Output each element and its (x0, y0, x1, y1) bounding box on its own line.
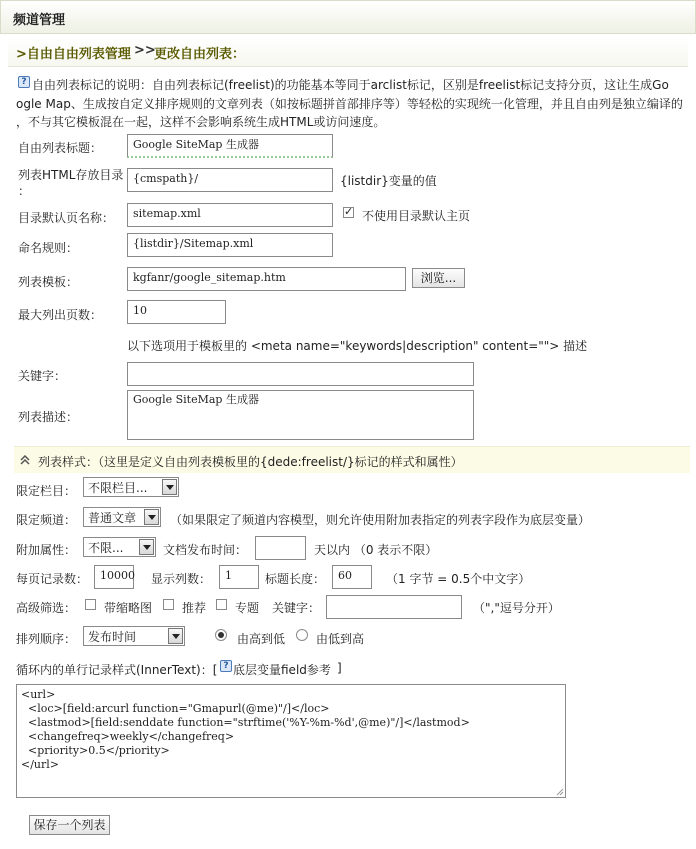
title-length-input[interactable]: 60 (332, 565, 372, 589)
innertext-label-end: ] (337, 661, 342, 675)
description-line-3: ，不与其它模板混在一起，这样不会影响系统生成HTML或访问速度。 (16, 115, 386, 129)
title-label: 自由列表标题： (18, 141, 103, 155)
dir-label-colon: ： (18, 184, 31, 198)
innertext-textarea[interactable] (16, 684, 566, 798)
template-label: 列表模板： (18, 275, 79, 289)
columns-input[interactable]: 1 (219, 565, 259, 589)
keywords-input[interactable] (127, 362, 474, 386)
field-reference-link[interactable]: 底层变量field参考 (233, 663, 331, 677)
model-label: 限定频道： (16, 513, 77, 527)
no-default-page-checkbox[interactable] (343, 207, 354, 218)
description-line-1: 自由列表标记的说明：自由列表标记(freelist)的功能基本等同于arclist标记，区别是freelist标记支持分页，这让生成Go (32, 78, 669, 92)
channel-select[interactable] (83, 477, 179, 497)
save-button[interactable]: 保存一个列表 (29, 815, 110, 835)
channel-label: 限定栏目： (16, 484, 77, 498)
filter-keyword-label: 关键字： (272, 601, 321, 615)
attribute-select-value: 不限... (88, 541, 124, 555)
order-desc-label: 由高到低 (237, 632, 286, 646)
chevron-down-icon (139, 539, 154, 555)
columns-label: 显示列数： (151, 572, 212, 586)
attribute-select[interactable] (83, 537, 156, 557)
filter-thumb-label: 带缩略图 (104, 601, 153, 615)
collapse-icon[interactable] (20, 455, 30, 465)
max-pages-label: 最大列出页数： (18, 308, 103, 322)
title-length-label: 标题长度： (265, 572, 326, 586)
filter-label: 高级筛选： (16, 601, 77, 615)
dir-input[interactable]: {cmspath}/ (127, 168, 333, 192)
default-page-input[interactable]: sitemap.xml (127, 203, 333, 227)
list-desc-text: Google SiteMap 生成器 (133, 393, 259, 406)
dir-note: {listdir}变量的值 (340, 174, 437, 188)
template-input[interactable]: kgfanr/google_sitemap.htm (127, 267, 406, 291)
order-select-value: 发布时间 (88, 630, 137, 644)
filter-keyword-note: （","逗号分开） (473, 601, 560, 615)
order-asc-radio[interactable] (296, 629, 308, 641)
model-select[interactable] (83, 507, 161, 527)
description-line-2: ogle Map、生成按自定义排序规则的文章列表（如按标题拼首部排序等）等轻松的实现统一化管理，并且自由列是独立编译的 (16, 97, 683, 111)
filter-thumb-checkbox[interactable] (85, 599, 96, 610)
breadcrumb-current: 更改自由列表： (154, 47, 246, 62)
naming-rule-input[interactable]: {listdir}/Sitemap.xml (127, 233, 333, 257)
pubtime-note: 天以内 （0 表示不限） (314, 543, 438, 557)
innertext-code: <url> <loc>[field:arcurl function="Gmapurl(@me)"/]</loc> <lastmod>[field:senddate function="strftime('%Y-%m-%d',@me)"/]</lastmod> <changefreq>weekly</changefreq> <priority>0.5</priority> </url> (21, 688, 470, 771)
pubtime-label: 文档发布时间： (163, 543, 248, 557)
chevron-down-icon (144, 509, 159, 525)
breadcrumb-link-freelist[interactable]: >自由自由列表管理 (16, 47, 131, 62)
style-section-bar[interactable] (14, 446, 690, 473)
filter-recommend-checkbox[interactable] (163, 599, 174, 610)
info-icon: ? (220, 660, 232, 672)
list-desc-textarea[interactable] (127, 390, 474, 440)
style-section-label: 列表样式：（这里是定义自由列表模板里的{dede:freelist/}标记的样式和属性） (38, 455, 463, 469)
model-select-value: 普通文章 (88, 511, 137, 525)
meta-note: 以下选项用于模板里的 <meta name="keywords|description" content=""> 描述 (127, 339, 588, 353)
innertext-label: 循环内的单行记录样式(InnerText)：[ (16, 663, 218, 677)
no-default-page-label: 不使用目录默认主页 (362, 209, 471, 223)
filter-topic-label: 专题 (235, 601, 260, 615)
info-icon: ? (18, 76, 30, 88)
order-label: 排列顺序： (16, 632, 77, 646)
title-length-note: （1 字节 = 0.5个中文字） (386, 572, 531, 586)
breadcrumb-separator: >> (134, 43, 156, 58)
breadcrumb (8, 38, 688, 67)
order-desc-radio[interactable] (215, 629, 227, 641)
page-title: 频道管理 (13, 13, 66, 28)
model-note: （如果限定了频道内容模型，则允许使用附加表指定的列表字段作为底层变量） (170, 513, 591, 527)
list-desc-label: 列表描述： (18, 410, 79, 424)
per-page-label: 每页记录数： (16, 572, 89, 586)
title-input[interactable]: Google SiteMap 生成器 (127, 134, 333, 158)
keywords-label: 关键字： (18, 369, 67, 383)
filter-topic-checkbox[interactable] (216, 599, 227, 610)
default-page-label: 目录默认页名称： (18, 211, 115, 225)
filter-recommend-label: 推荐 (182, 601, 207, 615)
max-pages-input[interactable]: 10 (127, 300, 226, 324)
naming-rule-label: 命名规则： (18, 241, 79, 255)
resize-grip-icon[interactable] (556, 788, 564, 796)
chevron-down-icon (162, 479, 177, 495)
order-asc-label: 由低到高 (316, 632, 365, 646)
dir-label: 列表HTML存放目录 (18, 168, 124, 182)
attribute-label: 附加属性： (16, 543, 77, 557)
filter-keyword-input[interactable] (326, 595, 462, 619)
chevron-down-icon (168, 628, 183, 644)
browse-button[interactable]: 浏览... (412, 268, 465, 288)
pubtime-input[interactable] (255, 536, 306, 560)
order-select[interactable] (83, 626, 185, 646)
channel-select-value: 不限栏目... (88, 481, 148, 495)
per-page-input[interactable]: 10000 (94, 565, 134, 589)
page-header (0, 0, 696, 34)
